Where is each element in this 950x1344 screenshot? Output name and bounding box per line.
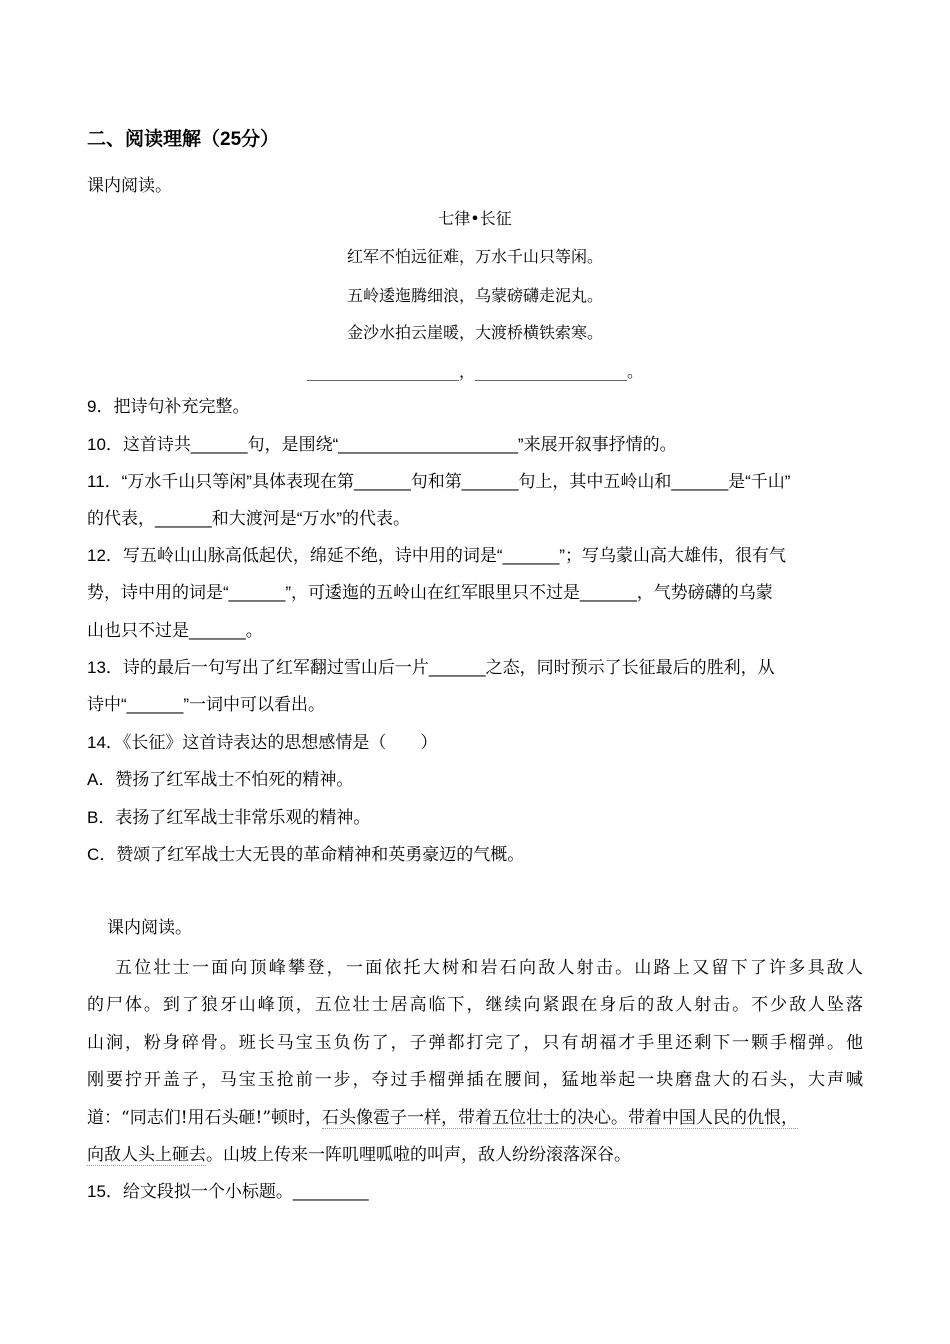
poem-title: 七律•长征: [438, 209, 512, 228]
poem-blank-line: ___________________，___________________。: [306, 362, 643, 381]
question-12-cont: 山也只不过是______。: [87, 621, 263, 640]
question-13-cont: 诗中“______”一词中可以看出。: [87, 695, 326, 714]
passage-line: 刚要拧开盖子，马宝玉抢前一步，夺过手榴弹插在腰间，猛地举起一块磨盘大的石头，大声喊: [87, 1070, 863, 1090]
question-15: 15．给文段拟一个小标题。________: [87, 1182, 369, 1201]
question-11-cont: 的代表，______和大渡河是“万水”的代表。: [87, 509, 411, 528]
passage-line: 五位壮士一面向顶峰攀登，一面依托大树和岩石向敌人射击。山路上又留下了许多具敌人: [115, 958, 863, 978]
question-10: 10．这首诗共______句，是围绕“___________________”来展开叙事抒情的。: [87, 435, 677, 454]
passage-line: [87, 1107, 798, 1129]
part1-intro: 课内阅读。: [87, 176, 172, 195]
poem-line: 五岭逶迤腾细浪，乌蒙磅礴走泥丸。: [346, 286, 603, 305]
section-heading: 二、阅读理解（25分）: [87, 129, 280, 150]
question-11: 11．“万水千山只等闲”具体表现在第______句和第______句上，其中五岭山和______是“千山”: [87, 472, 791, 491]
option-c: C．赞颂了红军战士大无畏的革命精神和英勇豪迈的气概。: [87, 845, 525, 864]
passage-text: 道：“同志们!用石头砸!”顿时，: [87, 1108, 323, 1128]
question-12-cont: 势，诗中用的词是“______”，可逶迤的五岭山在红军眼里只不过是______，气势磅礴的乌蒙: [87, 583, 773, 602]
highlighted-sentence: 石头像雹子一样，带着五位壮士的决心。带着中国人民的仇恨，: [322, 1108, 799, 1128]
highlighted-sentence: 向敌人头上砸去: [87, 1145, 206, 1165]
poem-line: 红军不怕远征难，万水千山只等闲。: [346, 247, 603, 266]
question-12: 12．写五岭山山脉高低起伏，绵延不绝，诗中用的词是“______”；写乌蒙山高大雄伟，很有气: [87, 546, 786, 565]
poem-line: 金沙水拍云崖暖，大渡桥横铁索寒。: [346, 323, 603, 342]
option-b: B．表扬了红军战士非常乐观的精神。: [87, 808, 371, 827]
passage-line: 的尸体。到了狼牙山峰顶，五位壮士居高临下，继续向紧跟在身后的敌人射击。不少敌人坠落: [87, 995, 863, 1015]
question-9: 9．把诗句补充完整。: [87, 397, 250, 416]
option-a: A．赞扬了红军战士不怕死的精神。: [87, 770, 354, 789]
passage-line: 山涧，粉身碎骨。班长马宝玉负伤了，子弹都打完了，只有胡福才手里还剩下一颗手榴弹。他: [87, 1033, 863, 1053]
part2-intro: 课内阅读。: [107, 918, 192, 937]
passage-text: 。山坡上传来一阵叽哩呱啦的叫声，敌人纷纷滚落深谷。: [206, 1145, 631, 1165]
question-13: 13．诗的最后一句写出了红军翻过雪山后一片______之态，同时预示了长征最后的胜利，从: [87, 658, 775, 677]
passage-line: [87, 1144, 631, 1166]
question-14: 14．《长征》这首诗表达的思想感情是（ ）: [87, 733, 438, 752]
